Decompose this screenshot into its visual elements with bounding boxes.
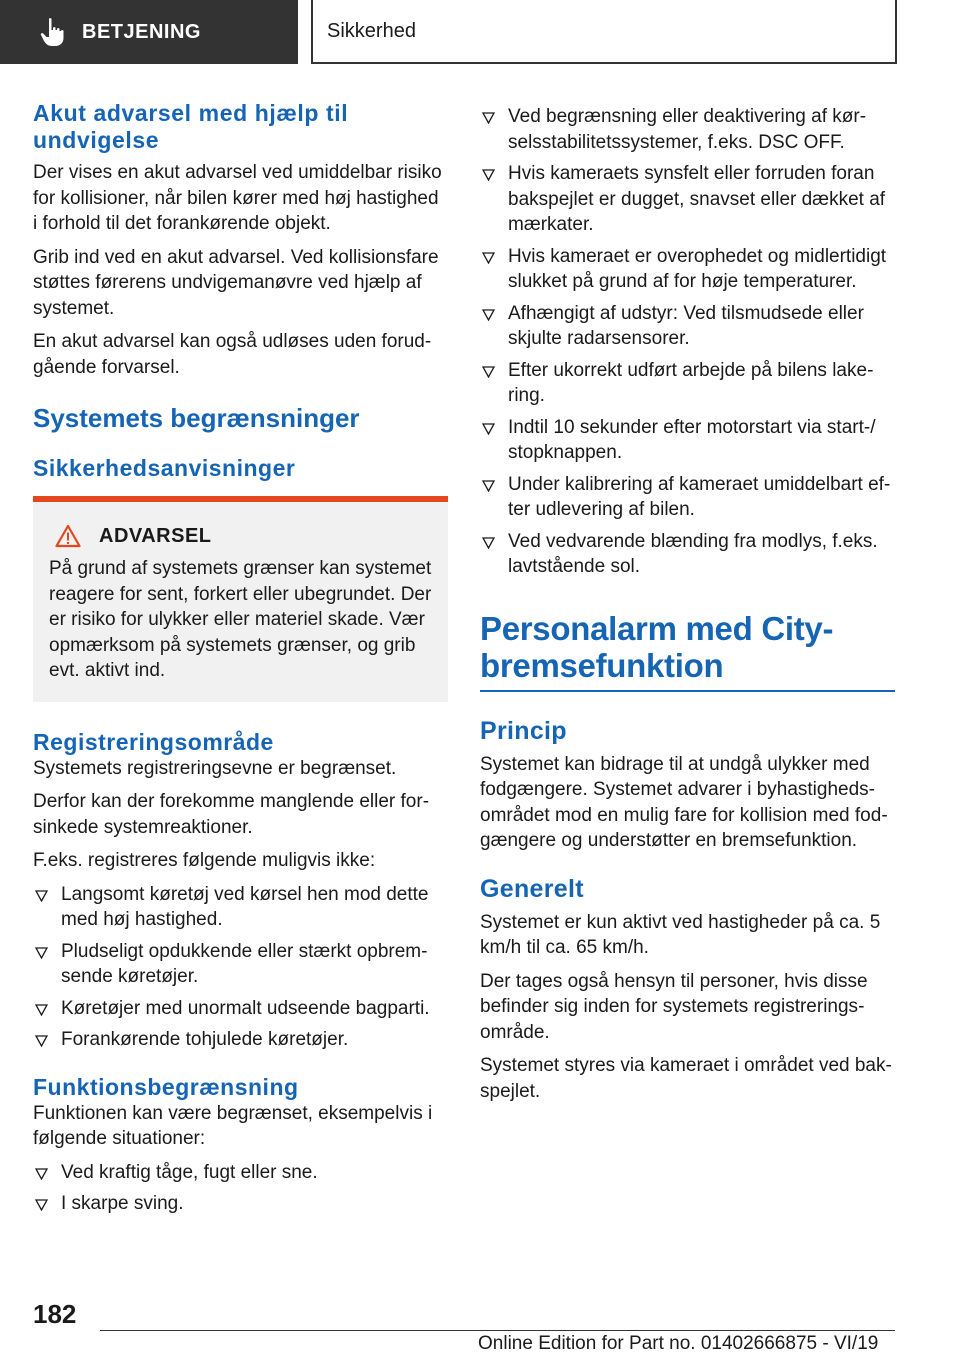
- triangle-bullet-icon: [482, 366, 495, 378]
- triangle-bullet-icon: [35, 947, 48, 959]
- triangle-bullet-icon: [35, 1199, 48, 1211]
- triangle-bullet-icon: [482, 480, 495, 492]
- triangle-bullet-icon: [35, 890, 48, 902]
- triangle-bullet-icon: [482, 169, 495, 181]
- list-item: Køretøjer med unormalt udseende bagparti.: [33, 996, 448, 1022]
- heading-funktionsbegraensning: Funktionsbegrænsning: [33, 1073, 299, 1100]
- triangle-bullet-icon: [482, 309, 495, 321]
- paragraph: F.eks. registreres følgende muligvis ikke:: [33, 850, 376, 871]
- list-item: Efter ukorrekt udført arbejde på bilens lakering.: [480, 358, 895, 409]
- list-item: Forankørende tohjulede køretøjer.: [33, 1027, 448, 1053]
- footer-divider: [100, 1330, 895, 1331]
- list-item: Indtil 10 sekunder efter motorstart via start-/ stopknappen.: [480, 415, 895, 466]
- page-header: [0, 0, 960, 66]
- list-item: Ved begrænsning eller deaktivering af kørselsstabilitetssystemer, f.eks. DSC OFF.: [480, 104, 895, 155]
- paragraph: Der vises en akut advarsel ved umiddelbar risiko for kollisioner, når bilen kører med høj hastighed i forhold til det forankørende objekt.: [33, 162, 442, 234]
- section-title: BETJENING: [82, 20, 201, 43]
- warning-label: ADVARSEL: [99, 524, 212, 547]
- heading-princip: Princip: [480, 716, 567, 745]
- list-item: Langsomt køretøj ved kørsel hen mod dette med høj hastighed.: [33, 882, 448, 933]
- section-tab: [0, 0, 298, 64]
- page-number: 182: [33, 1299, 77, 1329]
- heading-akut-advarsel: Akut advarsel med hjælp til undvigelse: [33, 100, 349, 153]
- edition-note: Online Edition for Part no. 01402666875 - VI/19: [478, 1333, 879, 1354]
- list-item: Under kalibrering af kameraet umiddelbart efter udlevering af bilen.: [480, 472, 895, 523]
- heading-registreringsomraade: Registreringsområde: [33, 728, 274, 755]
- warning-header: [55, 524, 432, 548]
- warning-box: [33, 496, 448, 702]
- list-item: Hvis kameraets synsfelt eller forruden foran bakspejlet er dugget, snavset eller dækket af mærkater.: [480, 161, 895, 238]
- triangle-bullet-icon: [482, 252, 495, 264]
- right-column: [480, 104, 895, 1112]
- paragraph: Derfor kan der forekomme manglende eller forsinkede systemreaktioner.: [33, 791, 430, 838]
- list-item: Ved vedvarende blænding fra modlys, f.eks. lavtstående sol.: [480, 529, 895, 580]
- warning-text: På grund af systemets grænser kan systemet reagere for sent, forkert eller ubegrundet. Der er risiko for ulykker eller materiel skade. Vær opmærksom på systemets grænser, og grib evt. aktivt ind.: [49, 558, 432, 681]
- list-item: Pludseligt opdukkende eller stærkt opbremsende køretøjer.: [33, 939, 448, 990]
- paragraph: Grib ind ved en akut advarsel. Ved kollisionsfare støttes førerens undvigemanøvre ved hjælp af systemet.: [33, 246, 439, 319]
- paragraph: En akut advarsel kan også udløses uden forudgående forvarsel.: [33, 331, 432, 378]
- paragraph: Der tages også hensyn til personer, hvis disse befinder sig inden for systemets registreringsområde.: [480, 970, 868, 1043]
- triangle-bullet-icon: [35, 1168, 48, 1180]
- list-item: Hvis kameraet er overophedet og midlertidigt slukket på grund af for høje temperaturer.: [480, 244, 895, 295]
- chapter-title: Sikkerhed: [327, 19, 416, 42]
- left-column: [33, 100, 448, 1225]
- triangle-bullet-icon: [482, 423, 495, 435]
- bullet-list-registrering: [33, 882, 448, 1053]
- triangle-bullet-icon: [35, 1035, 48, 1047]
- list-item: I skarpe sving.: [33, 1191, 448, 1217]
- warning-triangle-icon: [55, 524, 81, 548]
- heading-sikkerhedsanvisninger: Sikkerhedsanvisninger: [33, 455, 296, 481]
- paragraph: Funktionen kan være begrænset, eksempelvis i følgende situationer:: [33, 1102, 433, 1149]
- chapter-heading-personalarm: Personalarm med City-bremsefunktion: [480, 610, 895, 692]
- chapter-tab: [311, 0, 897, 64]
- paragraph: Systemet er kun aktivt ved hastigheder på ca. 5 km/h til ca. 65 km/h.: [480, 911, 881, 958]
- triangle-bullet-icon: [482, 537, 495, 549]
- hand-pointer-icon: [40, 17, 66, 47]
- list-item: Afhængigt af udstyr: Ved tilsmudsede eller skjulte radarsensorer.: [480, 301, 895, 352]
- bullet-list-funktion: [33, 1160, 448, 1217]
- triangle-bullet-icon: [482, 112, 495, 124]
- paragraph: Systemet styres via kameraet i området ved bakspejlet.: [480, 1055, 892, 1102]
- heading-systemets-begraensninger: Systemets begrænsninger: [33, 403, 360, 433]
- paragraph: Systemet kan bidrage til at undgå ulykker med fodgængere. Systemet advarer i byhastighedsområdet mod en mulig fare for kollision med fodgængere og understøtter en bremsefunktion.: [480, 753, 888, 851]
- bullet-list-situations: [480, 104, 895, 580]
- paragraph: Systemets registreringsevne er begrænset.: [33, 757, 397, 779]
- list-item: Ved kraftig tåge, fugt eller sne.: [33, 1160, 448, 1186]
- heading-generelt: Generelt: [480, 874, 584, 903]
- triangle-bullet-icon: [35, 1004, 48, 1016]
